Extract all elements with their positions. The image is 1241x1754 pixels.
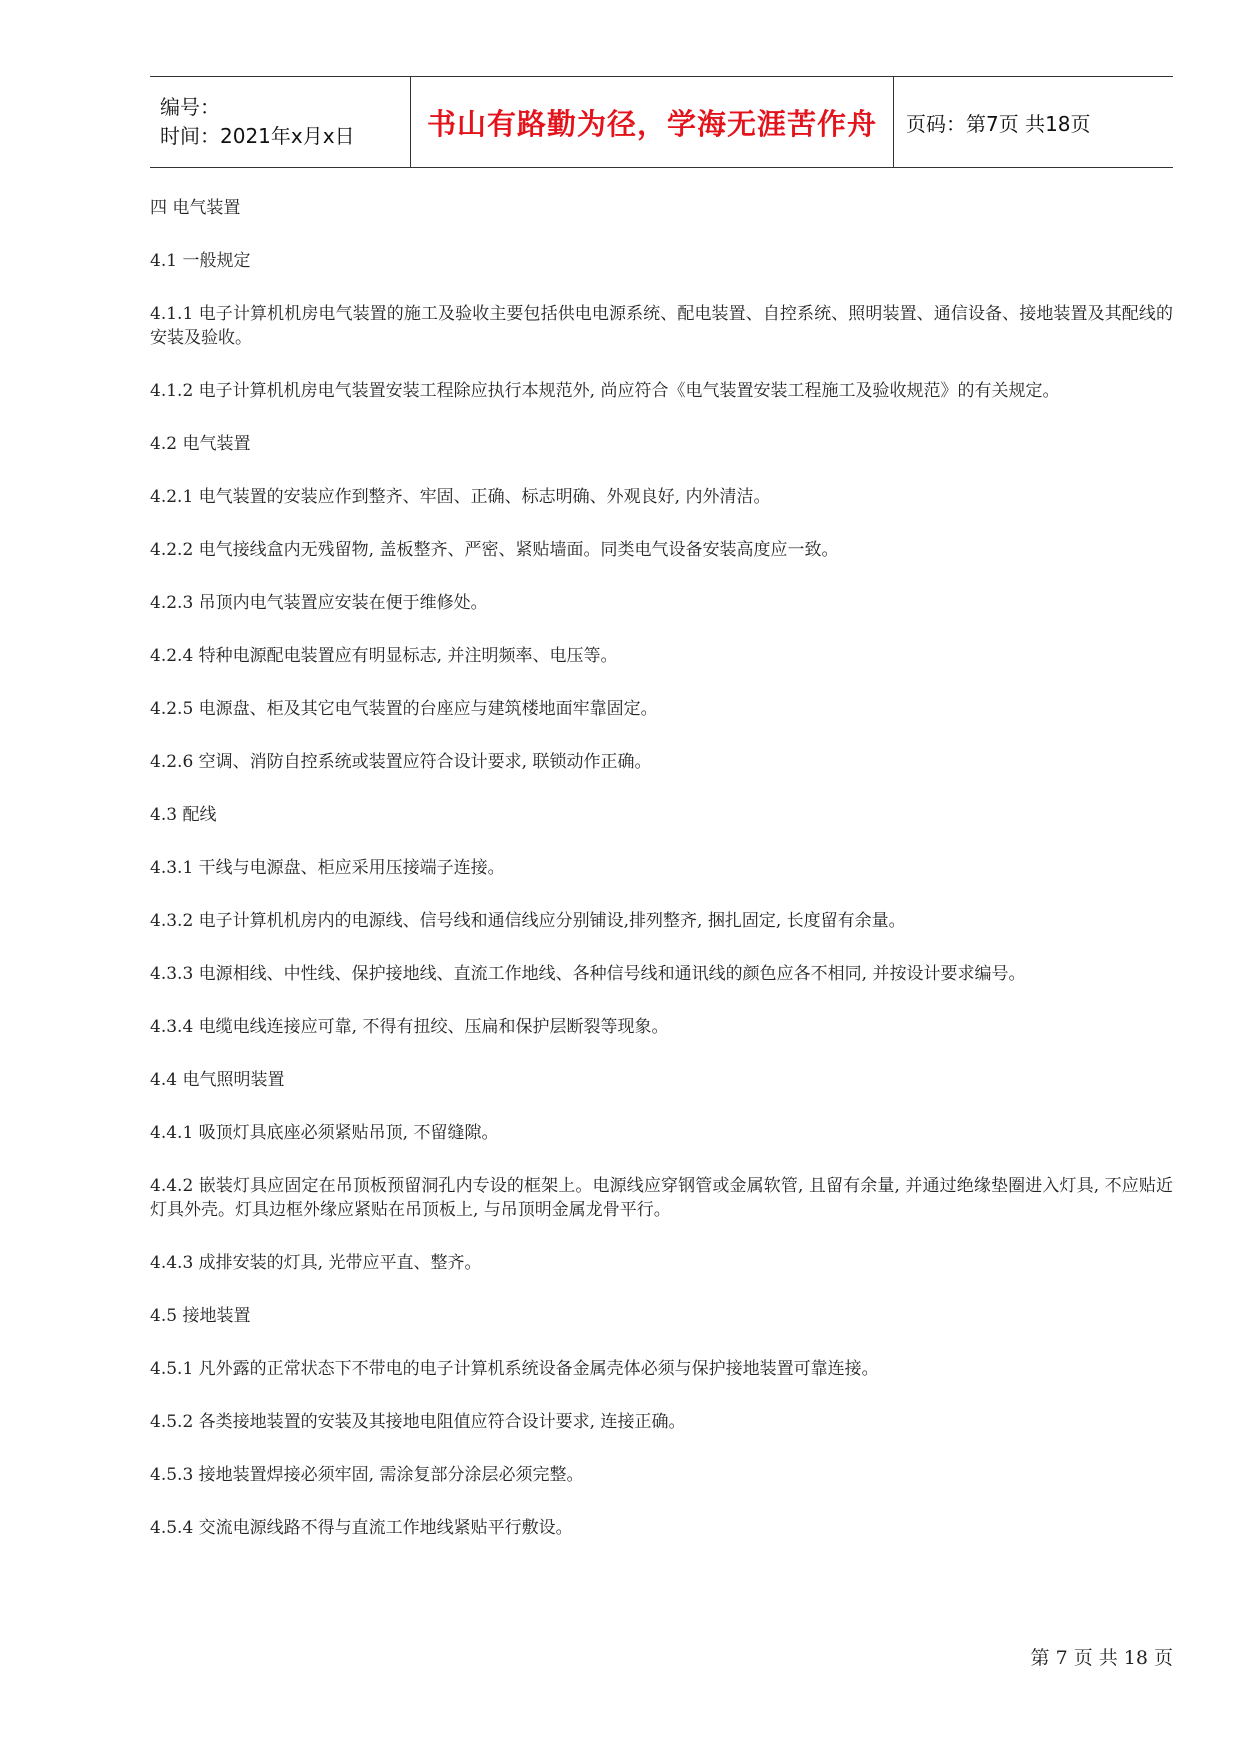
clause-paragraph: 4.2.3 吊顶内电气装置应安装在便于维修处。 [150, 593, 488, 613]
page-header [150, 76, 1173, 168]
subsection-heading: 4.4 电气照明装置 [150, 1070, 285, 1090]
page-footer: 第 7 页 共 18 页 [1030, 1647, 1173, 1669]
clause-paragraph: 4.3.2 电子计算机机房内的电源线、信号线和通信线应分别铺设,排列整齐, 捆扎固定, 长度留有余量。 [150, 911, 906, 931]
clause-paragraph: 4.4.2 嵌装灯具应固定在吊顶板预留洞孔内专设的框架上。电源线应穿钢管或金属软管, 且留有余量, 并通过绝缘垫圈进入灯具, 不应贴近灯具外壳。灯具边框外缘应紧贴在吊顶板上, 与吊顶明金属龙骨平行。 [150, 1176, 1173, 1220]
clause-paragraph: 4.3.4 电缆电线连接应可靠, 不得有扭绞、压扁和保护层断裂等现象。 [150, 1017, 669, 1037]
clause-paragraph: 4.3.1 干线与电源盘、柜应采用压接端子连接。 [150, 858, 505, 878]
clause-paragraph: 4.2.6 空调、消防自控系统或装置应符合设计要求, 联锁动作正确。 [150, 752, 652, 772]
clause-paragraph: 4.2.5 电源盘、柜及其它电气装置的台座应与建筑楼地面牢靠固定。 [150, 699, 658, 719]
clause-paragraph: 4.5.4 交流电源线路不得与直流工作地线紧贴平行敷设。 [150, 1518, 573, 1538]
time-label: 时间：2021年x月x日 [160, 124, 355, 148]
clause-paragraph: 4.1.2 电子计算机机房电气装置安装工程除应执行本规范外, 尚应符合《电气装置安装工程施工及验收规范》的有关规定。 [150, 381, 1060, 401]
header-page-info: 页码：第7页 共18页 [906, 111, 1091, 136]
clause-paragraph: 4.2.1 电气装置的安装应作到整齐、牢固、正确、标志明确、外观良好, 内外清洁。 [150, 487, 771, 507]
header-motto: 书山有路勤为径，学海无涯苦作舟 [410, 77, 894, 167]
subsection-heading: 4.5 接地装置 [150, 1306, 251, 1326]
section-heading: 四 电气装置 [150, 198, 241, 218]
document-body [150, 196, 1173, 1569]
clause-paragraph: 4.1.1 电子计算机机房电气装置的施工及验收主要包括供电电源系统、配电装置、自控系统、照明装置、通信设备、接地装置及其配线的安装及验收。 [150, 304, 1173, 348]
header-meta [150, 77, 410, 167]
clause-paragraph: 4.5.2 各类接地装置的安装及其接地电阻值应符合设计要求, 连接正确。 [150, 1412, 686, 1432]
clause-paragraph: 4.5.3 接地装置焊接必须牢固, 需涂复部分涂层必须完整。 [150, 1465, 584, 1485]
clause-paragraph: 4.2.4 特种电源配电装置应有明显标志, 并注明频率、电压等。 [150, 646, 618, 666]
clause-paragraph: 4.2.2 电气接线盒内无残留物, 盖板整齐、严密、紧贴墙面。同类电气设备安装高度应一致。 [150, 540, 839, 560]
number-label: 编号： [160, 95, 220, 119]
subsection-heading: 4.2 电气装置 [150, 434, 251, 454]
clause-paragraph: 4.4.1 吸顶灯具底座必须紧贴吊顶, 不留缝隙。 [150, 1123, 499, 1143]
subsection-heading: 4.3 配线 [150, 805, 217, 825]
clause-paragraph: 4.3.3 电源相线、中性线、保护接地线、直流工作地线、各种信号线和通讯线的颜色应各不相同, 并按设计要求编号。 [150, 964, 1026, 984]
subsection-heading: 4.1 一般规定 [150, 251, 251, 271]
clause-paragraph: 4.4.3 成排安装的灯具, 光带应平直、整齐。 [150, 1253, 482, 1273]
clause-paragraph: 4.5.1 凡外露的正常状态下不带电的电子计算机系统设备金属壳体必须与保护接地装置可靠连接。 [150, 1359, 879, 1379]
